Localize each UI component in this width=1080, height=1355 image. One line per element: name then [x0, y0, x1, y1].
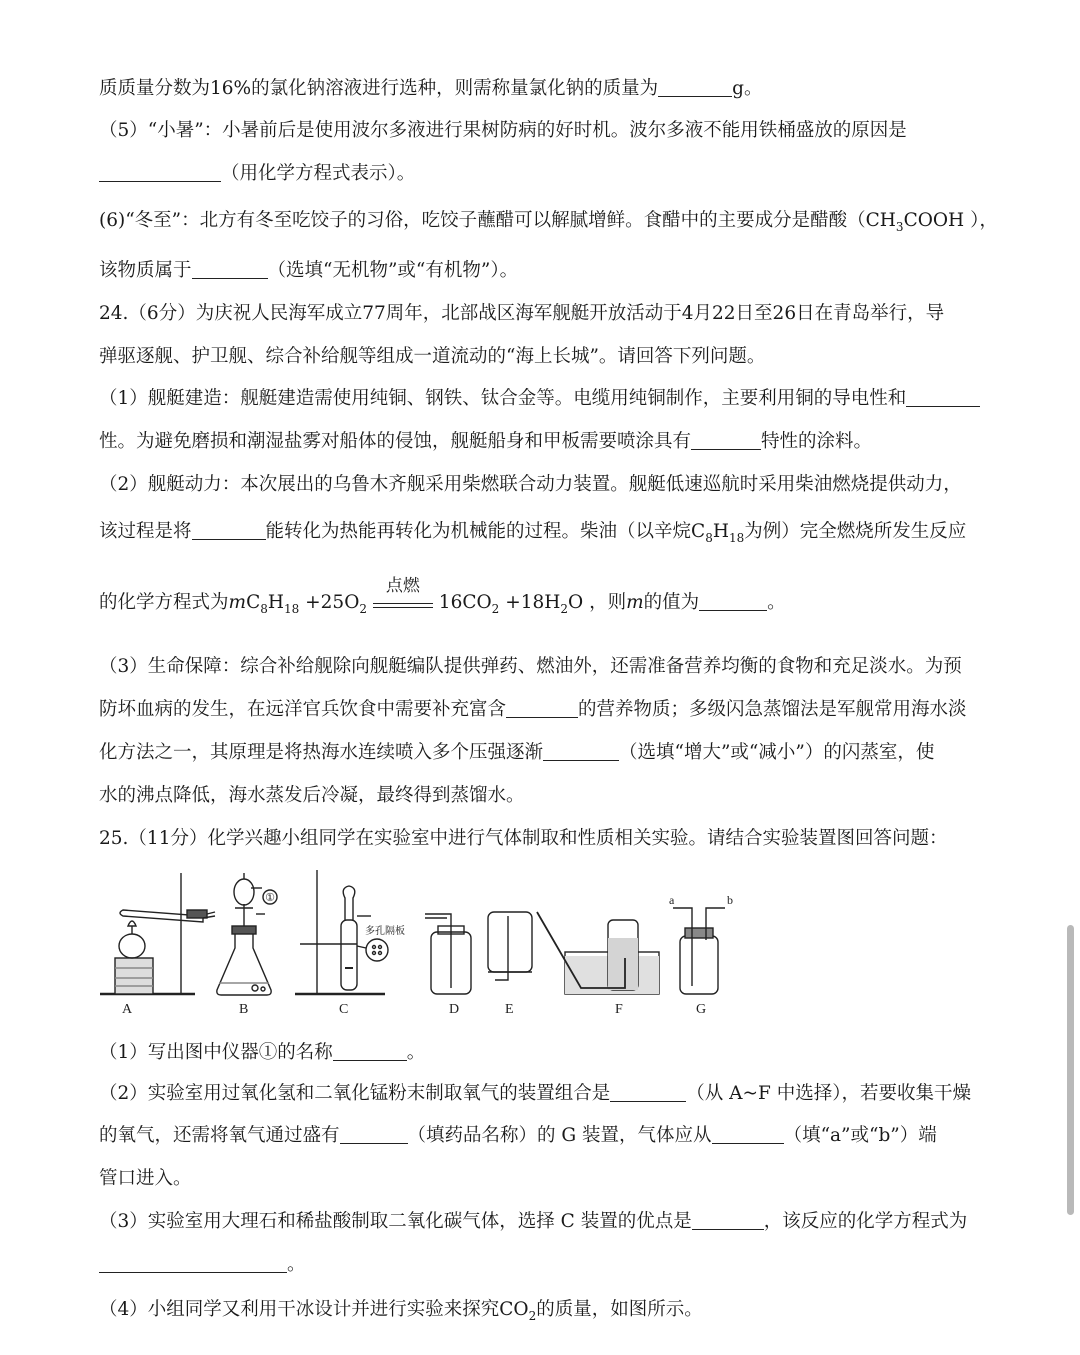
q25-part2-text-5: （填“a”或“b”）端: [783, 1125, 937, 1146]
q25-part2-line-3: [99, 1166, 984, 1192]
label-a: A: [122, 1002, 133, 1017]
apparatus-g: [669, 893, 733, 994]
answer-blank[interactable]: [658, 78, 732, 97]
answer-blank[interactable]: [340, 1125, 408, 1144]
q25-part3-line-1: [99, 1209, 984, 1235]
label-b: B: [239, 1002, 249, 1017]
q25-part1-text: （1）写出图中仪器①的名称: [99, 1042, 333, 1063]
q25-part2-text-2: （从 A~F 中选择），若要收集干燥: [686, 1083, 971, 1104]
q25-part2-text-3: 的氧气，还需将氧气通过盛有: [99, 1125, 340, 1146]
q23-part6-hint: （选填“无机物”或“有机物”）。: [267, 260, 519, 281]
q25-part3-text-2: ，该反应的化学方程式为: [763, 1211, 968, 1232]
q24-part3-line-4: [99, 783, 984, 809]
q25-part4-text: （4）小组同学又利用干冰设计并进行实验来探究CO: [99, 1299, 529, 1320]
label-g: G: [696, 1002, 707, 1017]
apparatus-a: [100, 873, 215, 994]
q25-part2-text-6: 管口进入。: [99, 1168, 192, 1189]
q23-line-1: [99, 76, 984, 102]
answer-blank[interactable]: [333, 1042, 407, 1061]
label-d: D: [449, 1002, 460, 1017]
answer-blank[interactable]: [506, 699, 578, 718]
apparatus-figure: [95, 868, 745, 1018]
reaction-condition: 点燃: [385, 576, 420, 596]
q23-part5-line-2: [99, 161, 984, 187]
q23-part6-prompt: 该物质属于: [99, 260, 192, 281]
q24-part2-text-4: 为例）完全燃烧所发生反应: [744, 521, 967, 542]
answer-blank[interactable]: [543, 742, 619, 761]
q24-part2-line-1: [99, 472, 984, 498]
q24-part1-text: （1）舰艇建造：舰艇建造需使用纯铜、钢铁、钛合金等。电缆用纯铜制作，主要利用铜的导电性和: [99, 388, 907, 409]
formula-part: O ，则: [568, 592, 627, 613]
q24-part1-text-3: 特性的涂料。: [761, 431, 873, 452]
q24-part3-text-3: 的营养物质；多级闪急蒸馏法是军舰常用海水淡: [578, 699, 967, 720]
q25-part1: [99, 1040, 984, 1066]
answer-blank[interactable]: [610, 1083, 686, 1102]
formula-part: +25O: [299, 592, 360, 613]
punctuation: 。: [406, 1042, 426, 1063]
punctuation: 。: [767, 592, 786, 613]
subscript: 3: [895, 220, 904, 234]
scrollbar[interactable]: [1067, 925, 1074, 1215]
plate-label: 多孔隔板: [365, 926, 405, 937]
q24-part2-line-2: [99, 519, 984, 551]
q23-text: 质质量分数为16%的氯化钠溶液进行选种，则需称量氯化钠的质量为: [99, 78, 659, 99]
subscript: 2: [528, 1309, 537, 1323]
answer-blank[interactable]: [692, 1211, 764, 1230]
answer-blank[interactable]: [99, 1254, 287, 1273]
answer-blank[interactable]: [906, 388, 980, 407]
q23-unit: g。: [732, 78, 763, 99]
q24-part2-text: （2）舰艇动力：本次展出的乌鲁木齐舰采用柴燃联合动力装置。舰艇低速巡航时采用柴油燃烧提供动力，: [99, 474, 962, 495]
punctuation: 。: [287, 1254, 306, 1275]
q23-part6-text: (6)“冬至”：北方有冬至吃饺子的习俗，吃饺子蘸醋可以解腻增鲜。食醋中的主要成分是醋酸（CH: [99, 210, 896, 231]
q24-heading-text: 24.（6分）为庆祝人民海军成立77周年，北部战区海军舰艇开放活动于4月22日至26日在青岛举行，导: [99, 303, 945, 324]
circled-label: ①: [265, 892, 275, 904]
equals-sign: [373, 603, 433, 608]
formula-part: +18H: [499, 592, 561, 613]
port-a-label: a: [669, 893, 675, 907]
variable-m: m: [228, 592, 247, 613]
q25-part4: [99, 1297, 984, 1329]
label-f: F: [615, 1002, 623, 1017]
apparatus-b: [217, 873, 277, 995]
apparatus-c: [295, 870, 405, 994]
subscript: 2: [560, 602, 569, 616]
q24-part2-text-2: 该过程是将: [99, 521, 192, 542]
answer-blank[interactable]: [699, 592, 767, 611]
q25-part2-line-2: [99, 1123, 984, 1149]
q24-part3-text-4: 化方法之一，其原理是将热海水连续喷入多个压强逐渐: [99, 742, 544, 763]
q23-part6-line-2: [99, 258, 984, 284]
q23-part5-hint: （用化学方程式表示）。: [221, 163, 416, 184]
answer-blank[interactable]: [192, 521, 266, 540]
q24-heading-2: [99, 344, 984, 370]
q25-part2-line-1: [99, 1081, 984, 1107]
q24-part2-text-3: 能转化为热能再转化为机械能的过程。柴油（以辛烷C: [265, 521, 706, 542]
q25-part3-text: （3）实验室用大理石和稀盐酸制取二氧化碳气体，选择 C 装置的优点是: [99, 1211, 692, 1232]
apparatus-labels: [122, 1002, 706, 1017]
reaction-arrow: [373, 576, 433, 608]
variable-m: m: [626, 592, 644, 613]
q24-part3-text: （3）生命保障：综合补给舰除向舰艇编队提供弹药、燃油外，还需准备营养均衡的食物和充足淡水。为预: [99, 656, 962, 677]
q23-part5-line-1: [99, 118, 984, 144]
subscript: 8: [260, 602, 268, 616]
apparatus-f: [537, 912, 659, 994]
subscript: 18: [728, 531, 745, 545]
q23-part5-text: （5）“小暑”：小暑前后是使用波尔多液进行果树防病的好时机。波尔多液不能用铁桶盛放的原因是: [99, 120, 907, 141]
apparatus-d: [425, 914, 471, 994]
formula-part: C: [246, 592, 261, 613]
subscript: 8: [705, 531, 713, 545]
q24-part3-text-5: （选填“增大”或“减小”）的闪蒸室，使: [619, 742, 935, 763]
q24-equation-prompt: 的化学方程式为: [99, 592, 229, 613]
answer-blank[interactable]: [99, 163, 221, 182]
q24-part1-line-1: [99, 386, 984, 412]
subscript: 18: [284, 602, 300, 616]
q25-part3-line-2: [99, 1252, 984, 1278]
q23-part6-text-end: COOH ），: [903, 210, 998, 231]
q23-part6-line-1: [99, 208, 998, 240]
q24-heading-text-2: 弹驱逐舰、护卫舰、综合补给舰等组成一道流动的“海上长城”。请回答下列问题。: [99, 346, 766, 367]
apparatus-e: [488, 912, 532, 980]
q24-equation-text: 的值为: [643, 592, 700, 613]
answer-blank[interactable]: [691, 431, 761, 450]
q25-part4-text-2: 的质量，如图所示。: [536, 1299, 703, 1320]
q24-part3-line-3: [99, 740, 984, 766]
q25-heading-text: 25.（11分）化学兴趣小组同学在实验室中进行气体制取和性质相关实验。请结合实验装置图回答问题：: [99, 828, 948, 849]
subscript: 2: [491, 602, 500, 616]
formula-part: 16CO: [438, 592, 492, 613]
formula-part: H: [712, 521, 729, 542]
answer-blank[interactable]: [192, 260, 268, 279]
q25-heading: [99, 826, 984, 852]
formula-part: H: [267, 592, 284, 613]
q25-part2-text-4: （填药品名称）的 G 装置，气体应从: [407, 1125, 712, 1146]
q24-part3-text-2: 防坏血病的发生，在远洋官兵饮食中需要补充富含: [99, 699, 507, 720]
q25-part2-text: （2）实验室用过氧化氢和二氧化锰粉末制取氧气的装置组合是: [99, 1083, 611, 1104]
label-e: E: [505, 1002, 514, 1017]
subscript: 2: [359, 602, 368, 616]
q24-part3-line-2: [99, 697, 984, 723]
answer-blank[interactable]: [712, 1125, 784, 1144]
q24-part1-line-2: [99, 429, 984, 455]
port-b-label: b: [727, 893, 733, 907]
q24-heading-1: [99, 301, 984, 327]
q24-part3-line-1: [99, 654, 984, 680]
q24-part3-text-6: 水的沸点降低，海水蒸发后冷凝，最终得到蒸馏水。: [99, 785, 525, 806]
q24-part1-text-2: 性。为避免磨损和潮湿盐雾对船体的侵蚀，舰艇船身和甲板需要喷涂具有: [99, 431, 692, 452]
label-c: C: [339, 1002, 349, 1017]
q24-equation-line: [99, 576, 984, 622]
